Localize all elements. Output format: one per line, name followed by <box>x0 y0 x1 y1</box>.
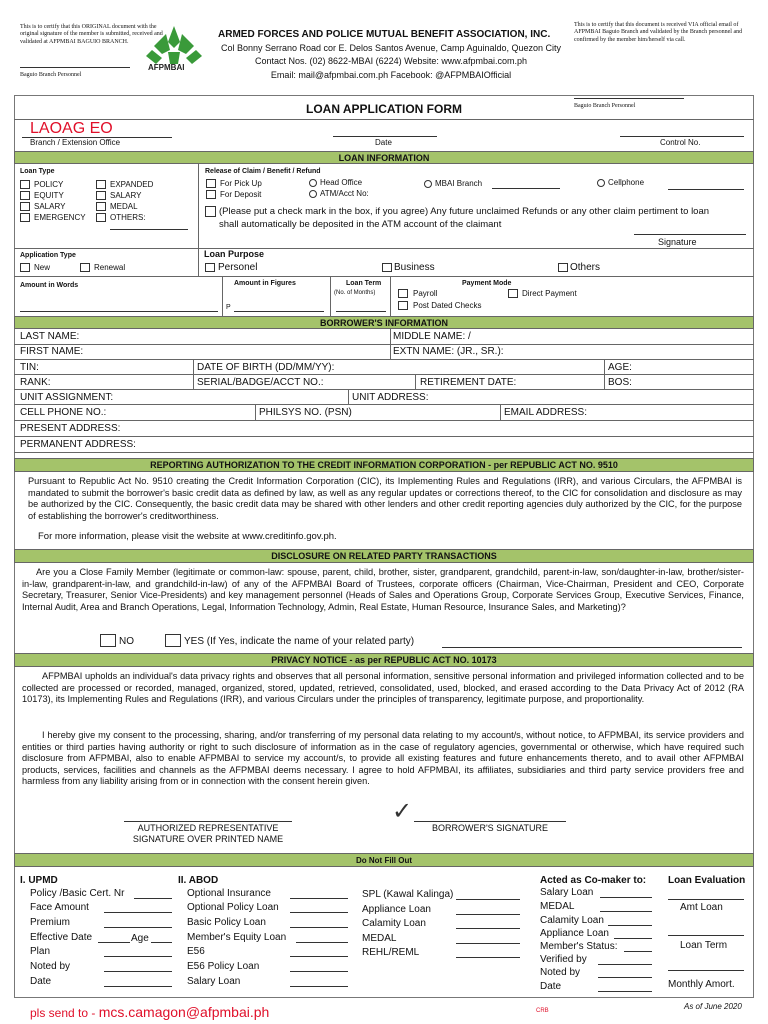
medal-loan-label: MEDAL <box>362 933 397 944</box>
mbai-branch-line[interactable] <box>492 188 560 189</box>
policy-label: POLICY <box>34 180 64 189</box>
abod-basic-policy-loan: Basic Policy Loan <box>187 917 266 928</box>
office-use-header: Do Not Fill Out <box>14 853 754 867</box>
branch-value[interactable]: LAOAG EO <box>30 120 113 137</box>
term-line[interactable] <box>336 311 386 312</box>
others-checkbox[interactable] <box>96 213 106 222</box>
business-label: Business <box>394 262 435 273</box>
comaker-calamity-loan: Calamity Loan <box>540 915 604 926</box>
pdc-label: Post Dated Checks <box>413 301 482 310</box>
mbai-branch-radio[interactable] <box>424 180 432 188</box>
salary-checkbox-2[interactable] <box>20 202 30 211</box>
right-sig-label: Baguio Branch Personnel <box>574 103 636 109</box>
rep-label: AUTHORIZED REPRESENTATIVE <box>137 823 279 833</box>
consent-signature-label: Signature <box>658 237 697 247</box>
original-cert-note: This is to certify that this ORIGINAL document with the original signature of the member is submitted, received and validated at AFPMBAI BAGUIO BRANCH. <box>20 24 163 45</box>
upmd-policy-label: Policy /Basic Cert. Nr <box>30 888 125 899</box>
rpt-paragraph: Are you a Close Family Member (legitimate or common-law: spouse, parent, child, brother, sister, grandparent, grandchild, parent-in-law, son/daughter-in-law, brother/sister-in-law, grandparent-in-law, and grandchild-in-law) of any of the AFPMBAI Board of Trustees, corporate officers (Chairman, Vice-Chairman, President and CEO, Corporate Secretary, Treasurer, Senior Vice-Presidents) and key management personnel (Heads of Sales and Operations Group, Corporate Services Group, Executive Services, Finance, Internal Audit, Area and Branch Operations, Legal, Information Technology, Admin, Real Estate, Human Resource, Insurance Sales, and Marketing)? <box>22 567 744 612</box>
amount-figures-line[interactable] <box>234 311 324 312</box>
eval-loan-term-label: Loan Term <box>680 940 728 951</box>
cic-header: REPORTING AUTHORIZATION TO THE CREDIT INFORMATION CORPORATION - per REPUBLIC ACT NO. 9510 <box>14 458 754 472</box>
salary-label: SALARY <box>110 191 142 200</box>
date-line[interactable] <box>333 136 437 137</box>
comaker-date-label: Date <box>540 981 562 992</box>
org-email: Email: mail@afpmbai.com.ph Facebook: @AFPMBAIOfficial <box>270 70 512 80</box>
extn-name-label: EXTN NAME: (JR., SR.): <box>393 346 504 357</box>
rehl-label: REHL/REML <box>362 947 420 958</box>
loan-type-label: Loan Type <box>20 168 55 175</box>
app-type-label: Application Type <box>20 252 76 259</box>
salary-label-2: SALARY <box>34 202 66 211</box>
pickup-checkbox[interactable] <box>206 179 216 188</box>
policy-checkbox[interactable] <box>20 180 30 189</box>
dob-label: DATE OF BIRTH (DD/MM/YY): <box>197 362 335 373</box>
send-to-email[interactable]: mcs.camagon@afpmbai.ph <box>98 1004 270 1020</box>
send-to-label: pls send to - <box>30 1006 99 1020</box>
pdc-checkbox[interactable] <box>398 301 408 310</box>
privacy-paragraph-1: AFPMBAI upholds an individual's data privacy rights and observes that all personal information, sensitive personal information and privileged information collected and to be collected are processed or recorded, managed, organized, stored, updated, retrieved, consolidated, used, blocked, and erased according to the Data Privacy Act of 2012 (RA 10173), its Implementing Rules and Regulations (IRR), and various Circulars under the principles of transparency, legitimate purpose, and proportionality. <box>22 671 744 704</box>
abod-e56-policy-loan: E56 Policy Loan <box>187 961 260 972</box>
amount-words-label: Amount in Words <box>20 282 79 289</box>
cic-more-info: For more information, please visit the website at www.creditinfo.gov.ph. <box>38 531 337 542</box>
salary-checkbox[interactable] <box>96 191 106 200</box>
auto-deposit-consent-checkbox[interactable] <box>205 206 216 217</box>
upmd-premium-label: Premium <box>30 917 71 928</box>
upmd-face-amount-label: Face Amount <box>30 902 89 913</box>
cellphone-radio[interactable] <box>597 179 605 187</box>
org-contact: Contact Nos. (02) 8622-MBAI (6224) Website: www.afpmbai.com.ph <box>255 56 527 66</box>
others-purpose-label: Others <box>570 262 601 273</box>
calamity-loan-label: Calamity Loan <box>362 918 426 929</box>
equity-checkbox[interactable] <box>20 191 30 200</box>
leaf-emblem-icon <box>144 24 204 66</box>
upmd-plan-label: Plan <box>30 946 51 957</box>
appliance-loan-label: Appliance Loan <box>362 904 431 915</box>
payment-mode-label: Payment Mode <box>462 280 512 287</box>
upmd-title: I. UPMD <box>20 875 58 886</box>
expanded-label: EXPANDED <box>110 180 154 189</box>
medal-label: MEDAL <box>110 202 138 211</box>
logo-text: AFPMBAI <box>148 63 185 72</box>
verified-by-label: Verified by <box>540 954 587 965</box>
comaker-appliance-loan: Appliance Loan <box>540 928 609 939</box>
head-office-label: Head Office <box>320 178 363 187</box>
abod-title: II. ABOD <box>178 875 219 886</box>
unit-address-label: UNIT ADDRESS: <box>352 392 429 403</box>
abod-optional-policy-loan: Optional Policy Loan <box>187 902 279 913</box>
renewal-label: Renewal <box>94 263 126 272</box>
others-purpose-checkbox[interactable] <box>558 263 568 272</box>
personel-label: Personel <box>218 262 258 273</box>
abod-salary-loan: Salary Loan <box>187 976 241 987</box>
new-checkbox[interactable] <box>20 263 30 272</box>
loan-info-header: LOAN INFORMATION <box>14 151 754 164</box>
control-no-label: Control No. <box>660 138 701 147</box>
rep-signature-line[interactable] <box>124 821 292 822</box>
atm-radio[interactable] <box>309 190 317 198</box>
borrower-signature-label: BORROWER'S SIGNATURE <box>431 823 549 833</box>
amount-words-line[interactable] <box>20 311 218 312</box>
equity-label: EQUITY <box>34 191 64 200</box>
upmd-noted-by-label: Noted by <box>30 961 71 972</box>
spl-label: SPL (Kawal Kalinga) <box>362 889 454 900</box>
rpt-no-checkbox[interactable] <box>100 634 116 647</box>
tin-label: TIN: <box>20 362 39 373</box>
emergency-checkbox[interactable] <box>20 213 30 222</box>
deposit-label: For Deposit <box>220 190 262 199</box>
amount-figures-label: Amount in Figures <box>234 280 296 287</box>
cellphone-no-label: CELL PHONE NO.: <box>20 407 107 418</box>
privacy-paragraph-2: I hereby give my consent to the processing, sharing, and/or transferring of my personal data relating to my account/s, without notice, to AFPMBAI, its service providers and entities or third parties having authority or right to such disclosure of information as in the case of regulatory agencies, governmental or otherwise, which have required such disclosure from AFPMBAI, also to enable AFPMBAI to service my account/s, to provide all existing features and future enhancements thereto, and to avail other AFPMBAI products, services, facilities and channels as the AFPMBAI deems necessary. I agree to hold AFPMBAI, its affiliates, subsidiaries and third party service providers free and harmless from any liability arising from or in connection with the consent herein given. <box>22 730 744 786</box>
others-line[interactable] <box>110 229 188 230</box>
as-of-date: As of June 2020 <box>684 1002 742 1011</box>
form-title: LOAN APPLICATION FORM <box>306 102 462 116</box>
pickup-label: For Pick Up <box>220 179 262 188</box>
abod-optional-insurance: Optional Insurance <box>187 888 271 899</box>
middle-name-label: MIDDLE NAME: / <box>393 331 471 342</box>
atm-label: ATM/Acct No: <box>320 189 369 198</box>
email-address-label: EMAIL ADDRESS: <box>504 407 587 418</box>
serial-label: SERIAL/BADGE/ACCT NO.: <box>197 377 324 388</box>
medal-checkbox[interactable] <box>96 202 106 211</box>
retirement-label: RETIREMENT DATE: <box>420 377 517 388</box>
checkmark-icon: ✓ <box>392 798 413 825</box>
loan-eval-title: Loan Evaluation <box>668 875 746 886</box>
present-address-label: PRESENT ADDRESS: <box>20 423 121 434</box>
direct-payment-checkbox[interactable] <box>508 289 518 298</box>
purpose-label: Loan Purpose <box>204 249 265 259</box>
member-status-label: Member's Status: <box>540 941 618 952</box>
emergency-label: EMERGENCY <box>34 213 86 222</box>
cellphone-line[interactable] <box>668 189 744 190</box>
term-label: Loan Term <box>346 280 382 287</box>
first-name-label: FIRST NAME: <box>20 346 84 357</box>
philsys-label: PHILSYS NO. (PSN) <box>259 407 352 418</box>
send-to-note <box>30 1005 269 1019</box>
cellphone-label: Cellphone <box>608 178 645 187</box>
comaker-noted-by-label: Noted by <box>540 967 581 978</box>
rpt-yes-label: YES (If Yes, indicate the name of your related party) <box>184 636 415 647</box>
last-name-label: LAST NAME: <box>20 331 80 342</box>
permanent-address-label: PERMANENT ADDRESS: <box>20 439 136 450</box>
rank-label: RANK: <box>20 377 51 388</box>
term-sub-label: (No. of Months) <box>334 290 376 296</box>
left-sig-line <box>20 67 130 68</box>
left-sig-label: Baguio Branch Personnel <box>20 72 82 78</box>
payroll-label: Payroll <box>413 289 438 298</box>
borrower-signature-line[interactable] <box>414 821 566 822</box>
comaker-medal: MEDAL <box>540 901 575 912</box>
business-checkbox[interactable] <box>382 263 392 272</box>
release-label: Release of Claim / Benefit / Refund <box>205 168 321 175</box>
new-label: New <box>34 263 51 272</box>
cic-paragraph: Pursuant to Republic Act No. 9510 creating the Credit Information Corporation (CIC), its Implementing Rules and Regulations (IRR), and various Circulars, the AFPMBAI is mandated to submit the borrower's basic credit data as defined by law, as well as any regular updates or corrections thereof, to the CIC for consolidation and disclosure as may be authorized by the CIC. Consequently, the basic credit data may be shared with other lenders and other credit reporting agencies duly authorized by the CIC, for the purpose of establishing the borrower's creditworthiness. <box>28 476 742 521</box>
consent-signature-line[interactable] <box>634 234 746 235</box>
direct-payment-label: Direct Payment <box>522 289 577 298</box>
crb-code: CRB <box>536 1008 549 1014</box>
bos-label: BOS: <box>608 377 632 388</box>
abod-equity-loan: Member's Equity Loan <box>187 932 287 943</box>
auto-deposit-consent-text: (Please put a check mark in the box, if you agree) Any future unclaimed Refunds or any other claim pertiment to loan shall automatically be deposited in the ATM account of the claimant <box>219 206 710 230</box>
rpt-no-label: NO <box>119 636 134 647</box>
personel-checkbox[interactable] <box>205 263 215 272</box>
rep-sub-label: SIGNATURE OVER PRINTED NAME <box>132 834 284 844</box>
borrower-info-header: BORROWER'S INFORMATION <box>14 316 754 329</box>
comaker-salary-loan: Salary Loan <box>540 887 594 898</box>
expanded-checkbox[interactable] <box>96 180 106 189</box>
others-label: OTHERS: <box>110 213 146 222</box>
age-label: AGE: <box>608 362 632 373</box>
comaker-title: Acted as Co-maker to: <box>540 875 647 886</box>
afpmbai-logo <box>144 24 204 74</box>
peso-sign: P <box>226 304 231 311</box>
related-party-line[interactable] <box>442 647 742 648</box>
upmd-age-label: Age <box>131 933 149 944</box>
control-no-line[interactable] <box>620 136 744 137</box>
head-office-radio[interactable] <box>309 179 317 187</box>
upmd-date-label: Date <box>30 976 52 987</box>
eval-amt-loan-label: Amt Loan <box>680 902 723 913</box>
eval-monthly-amort-label: Monthly Amort. <box>668 979 735 990</box>
rpt-yes-checkbox[interactable] <box>165 634 181 647</box>
date-label: Date <box>375 138 392 147</box>
branch-label: Branch / Extension Office <box>30 138 121 147</box>
privacy-header: PRIVACY NOTICE - as per REPUBLIC ACT NO. 10173 <box>14 653 754 667</box>
payroll-checkbox[interactable] <box>398 289 408 298</box>
renewal-checkbox[interactable] <box>80 263 90 272</box>
unit-assignment-label: UNIT ASSIGNMENT: <box>20 392 114 403</box>
org-address: Col Bonny Serrano Road cor E. Delos Santos Avenue, Camp Aguinaldo, Quezon City <box>220 43 562 53</box>
org-name: ARMED FORCES AND POLICE MUTUAL BENEFIT ASSOCIATION, INC. <box>218 29 551 40</box>
email-cert-note: This is to certify that this document is received VIA official email of AFPMBAI Baguio Branch and validated by the Branch personnel and confirmed by the member him/herself via call. <box>574 22 743 43</box>
rpt-header: DISCLOSURE ON RELATED PARTY TRANSACTIONS <box>14 549 754 563</box>
upmd-effective-date-label: Effective Date <box>30 932 93 943</box>
abod-e56: E56 <box>187 946 205 957</box>
deposit-checkbox[interactable] <box>206 190 216 199</box>
mbai-branch-label: MBAI Branch <box>435 179 483 188</box>
